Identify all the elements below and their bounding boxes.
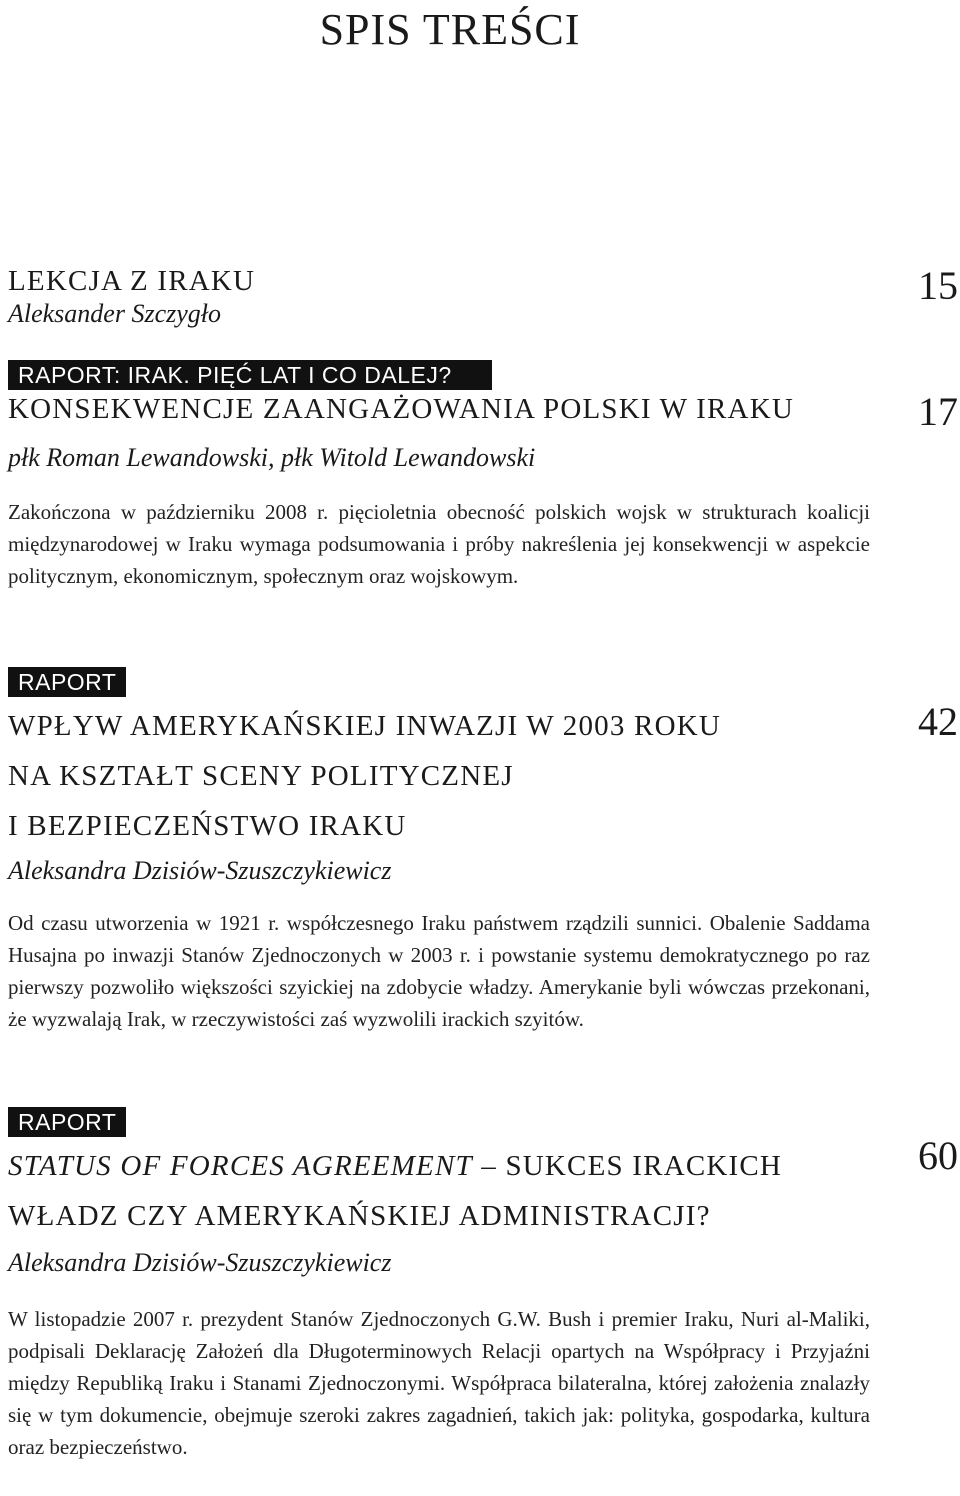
page-number[interactable]: 60 (918, 1133, 958, 1178)
entry-heading-rest: – SUKCES IRACKICH (472, 1150, 783, 1182)
entry-author: Aleksander Szczygło (8, 299, 222, 328)
entry-heading[interactable]: WPŁYW AMERYKAŃSKIEJ INWAZJI W 2003 ROKU (8, 710, 721, 742)
entry-heading[interactable]: LEKCJA Z IRAKU (8, 265, 256, 297)
entry-heading[interactable] (8, 1141, 888, 1191)
entry-heading-italic: STATUS OF FORCES AGREEMENT (8, 1150, 473, 1182)
entry-heading[interactable]: KONSEKWENCJE ZAANGAŻOWANIA POLSKI W IRAKU (8, 393, 794, 425)
toc-entry[interactable] (8, 1107, 888, 1463)
entry-heading[interactable]: NA KSZTAŁT SCENY POLITYCZNEJ (8, 760, 514, 792)
entry-author: Aleksandra Dzisiów-Szuszczykiewicz (8, 1248, 392, 1277)
entry-author: Aleksandra Dzisiów-Szuszczykiewicz (8, 856, 392, 885)
entry-author: płk Roman Lewandowski, płk Witold Lewandowski (8, 443, 536, 472)
page-title: SPIS TREŚCI (319, 5, 581, 54)
page-number[interactable]: 15 (918, 263, 958, 308)
section-tag: RAPORT (8, 667, 126, 697)
entry-abstract: W listopadzie 2007 r. prezydent Stanów Zjednoczonych G.W. Bush i premier Iraku, Nuri al-Maliki, podpisali Deklarację Założeń dla Długoterminowych Relacji opartych na Współpracy i Przyjaźni między Republiką Iraku i Stanami Zjednoczonymi. Współpraca bilateralna, której założenia znalazły się w tym dokumencie, obejmuje szeroki zakres zagadnień, takich jak: polityka, gospodarka, kultura oraz bezpieczeństwo. (8, 1307, 870, 1459)
section-tag: RAPORT (8, 1107, 126, 1137)
toc-entry[interactable] (8, 360, 888, 592)
page-number[interactable]: 42 (918, 699, 958, 744)
entry-abstract: Zakończona w październiku 2008 r. pięcioletnia obecność polskich wojsk w strukturach koalicji międzynarodowej w Iraku wymaga podsumowania i próby nakreślenia jej konsekwencji w aspekcie politycznym, ekonomicznym, społecznym oraz wojskowym. (8, 500, 870, 588)
entry-heading[interactable]: WŁADZ CZY AMERYKAŃSKIEJ ADMINISTRACJI? (8, 1200, 711, 1232)
section-tag: RAPORT: IRAK. PIĘĆ LAT I CO DALEJ? (8, 360, 492, 390)
toc-entry[interactable] (8, 256, 888, 334)
entry-abstract: Od czasu utworzenia w 1921 r. współczesnego Iraku państwem rządzili sunnici. Obalenie Saddama Husajna po inwazji Stanów Zjednoczonych w 2003 r. i powstanie systemu demokratycznego po raz pierwszy pozwoliło większości szyickiej na zdobycie władzy. Amerykanie byli wówczas przekonani, że wyzwalają Irak, w rzeczywistości zaś wyzwolili irackich szyitów. (8, 911, 870, 1031)
entry-heading[interactable]: I BEZPIECZEŃSTWO IRAKU (8, 810, 407, 842)
toc-entry[interactable] (8, 667, 888, 1035)
page-number[interactable]: 17 (918, 389, 958, 434)
